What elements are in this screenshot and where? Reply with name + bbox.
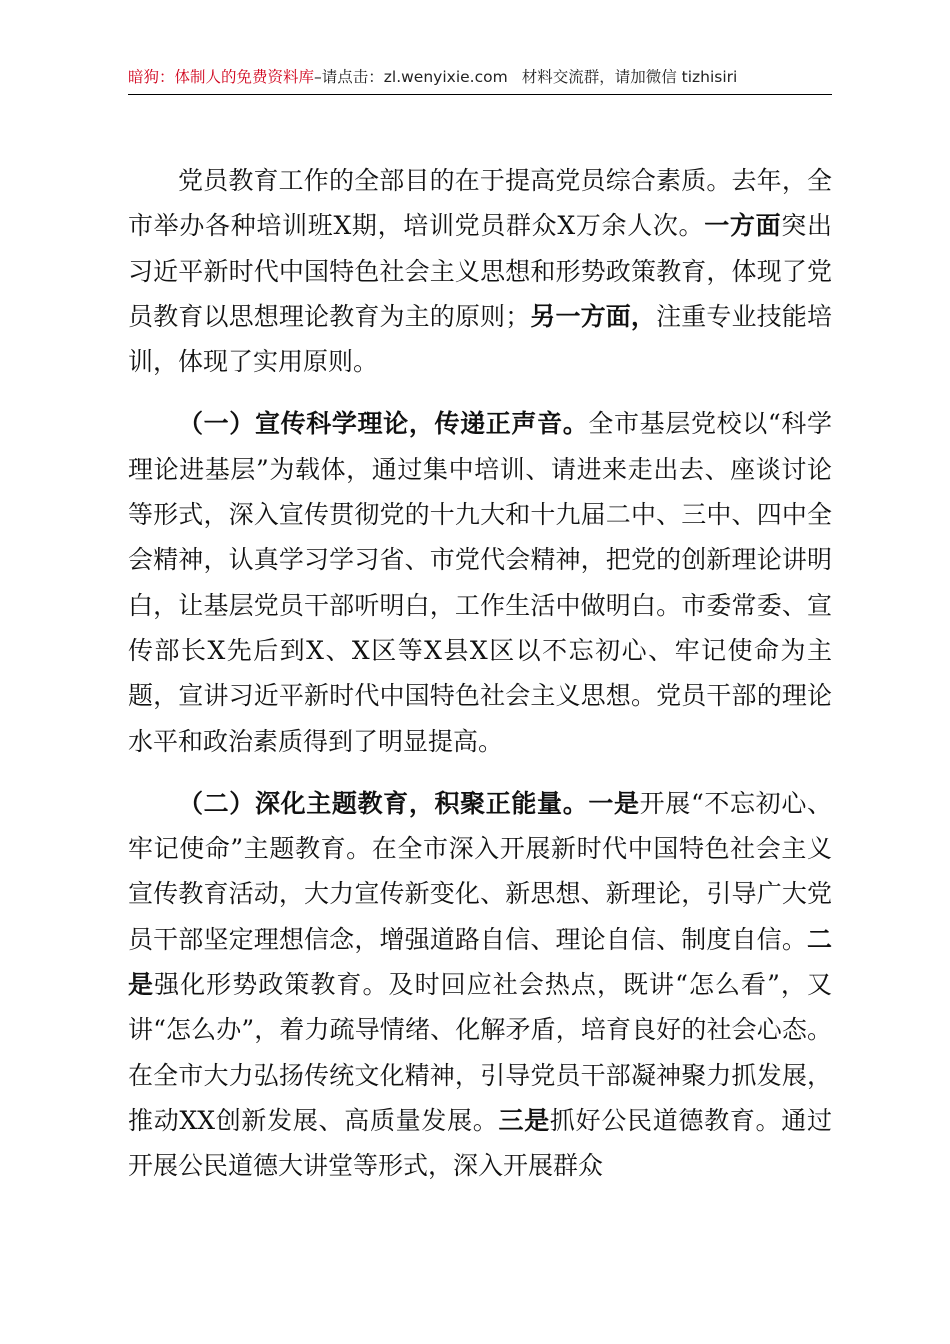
intro-text-1: 党员教育工作的全部目的在于提高党员综合素质。去年，全市举办各种培训班X期，培训党员群众X万余人次。 — [128, 166, 832, 241]
section-2-point-2-label: 二是 — [128, 924, 832, 1000]
paragraph-section-1 — [128, 401, 832, 763]
section-1-text: 全市基层党校以“科学理论进基层”为载体，通过集中培训、请进来走出去、座谈讨论等形式，深入宣传贯彻党的十九大和十九届二中、三中、四中全会精神，认真学习学习省、市党代会精神，把党的创新理论讲明白，让基层党员干部听明白，工作生活中做明白。市委常委、宣传部长X先后到X、X区等X县X区以不忘初心、牢记使命为主题，宣讲习近平新时代中国特色社会主义思想。党员干部的理论水平和政治素质得到了明显提高。 — [128, 409, 832, 756]
section-2-point-1-label: 一是 — [588, 788, 640, 818]
intro-text-2: 突出习近平新时代中国特色社会主义思想和形势政策教育，体现了党员教育以思想理论教育为主的原则； — [128, 211, 832, 331]
document-body — [128, 158, 832, 1189]
section-2-point-2-text: 强化形势政策教育。及时回应社会热点，既讲“怎么看”，又讲“怎么办”，着力疏导情绪、化解矛盾，培育良好的社会心态。在全市大力弘扬传统文化精神，引导党员干部凝神聚力抓发展，推动XX创新发展、高质量发展。 — [128, 970, 832, 1135]
section-1-heading: （一）宣传科学理论，传递正声音。 — [178, 409, 589, 439]
intro-bold-2: 另一方面， — [530, 301, 657, 331]
header-link-text[interactable]: –请点击：zl.wenyixie.com — [314, 68, 508, 86]
page-header — [128, 60, 832, 95]
section-2-point-1-text: 开展“不忘初心、牢记使命”主题教育。在全市深入开展新时代中国特色社会主义宣传教育活动，大力宣传新变化、新思想、新理论，引导广大党员干部坚定理想信念，增强道路自信、理论自信、制度自信。 — [128, 788, 832, 954]
intro-text-3: 注重专业技能培训，体现了实用原则。 — [128, 301, 832, 377]
section-2-point-3-text: 抓好公民道德教育。通过开展公民道德大讲堂等形式，深入开展群众 — [128, 1105, 832, 1181]
paragraph-intro — [128, 158, 832, 384]
section-2-point-3-label: 三是 — [498, 1105, 550, 1135]
section-2-heading: （二）深化主题教育，积聚正能量。 — [178, 788, 589, 818]
paragraph-section-2 — [128, 781, 832, 1189]
header-right-text: 材料交流群，请加微信 tizhisiri — [521, 68, 738, 86]
header-left-text: 暗狗：体制人的免费资料库 — [128, 68, 315, 86]
intro-bold-1: 一方面 — [704, 211, 782, 241]
